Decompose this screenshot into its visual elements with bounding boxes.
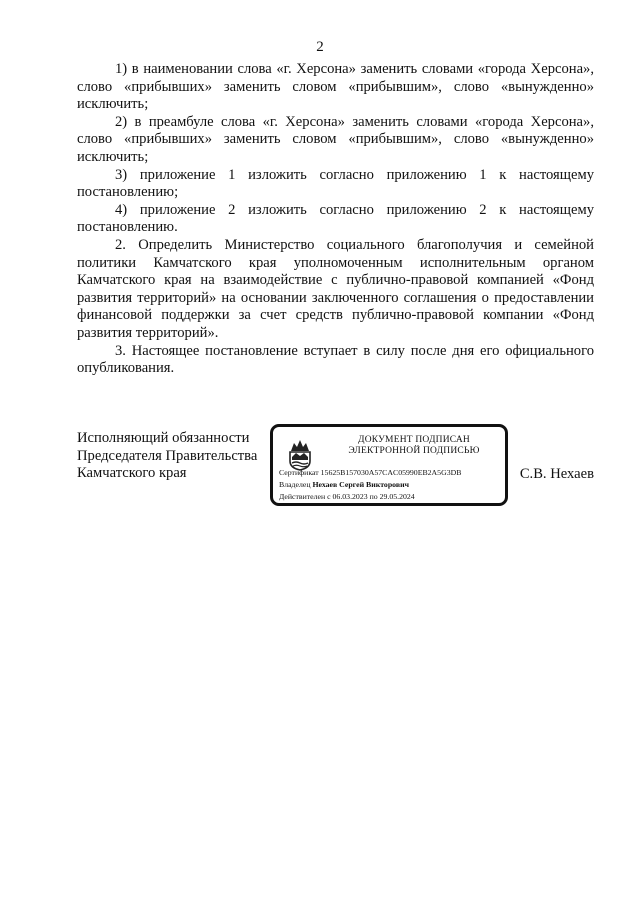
stamp-owner <box>279 480 409 490</box>
validity-label: Действителен <box>279 492 326 501</box>
signatory-position-line: Камчатского края <box>77 465 187 482</box>
owner-label: Владелец <box>279 480 311 489</box>
kamchatka-coat-of-arms-icon <box>287 437 313 471</box>
paragraph-item-3: 3) приложение 1 изложить согласно приложению 1 к настоящему постановлению; <box>77 166 594 201</box>
signatory-position-line: Председателя Правительства <box>77 447 258 464</box>
paragraph-item-1: 1) в наименовании слова «г. Херсона» заменить словами «города Херсона», слово «прибывших» заменить словом «прибывшим», слово «вынужденно» исключить; <box>77 61 594 113</box>
paragraph-item-2: 2) в преамбуле слова «г. Херсона» заменить словами «города Херсона», слово «прибывших» заменить словом «прибывшим», слово «вынужденно» исключить; <box>77 113 594 165</box>
signatory-position-line: Исполняющий обязанности <box>77 430 250 446</box>
signatory-name: С.В. Нехаев <box>519 466 594 482</box>
owner-value: Нехаев Сергей Викторович <box>312 480 409 489</box>
page-number: 2 <box>316 39 324 55</box>
stamp-validity <box>279 492 415 502</box>
stamp-title-line: ДОКУМЕНТ ПОДПИСАН <box>358 435 470 445</box>
document-body <box>77 61 594 378</box>
validity-value: с 06.03.2023 по 29.05.2024 <box>327 492 415 501</box>
electronic-signature-stamp <box>270 424 508 506</box>
paragraph-clause-3: 3. Настоящее постановление вступает в силу после дня его официального опубликования. <box>77 342 594 377</box>
stamp-certificate <box>279 468 461 478</box>
paragraph-clause-2: 2. Определить Министерство социального благополучия и семейной политики Камчатского края уполномоченным исполнительным органом Камчатского края на взаимодействие с публично-правовой компанией «Фонд развития территорий» на основании заключенного соглашения о предоставлении финансовой поддержки за счет средств публично-правовой компании «Фонд развития территорий». <box>77 236 594 341</box>
stamp-title <box>339 435 489 457</box>
stamp-title-line: ЭЛЕКТРОННОЙ ПОДПИСЬЮ <box>348 446 480 456</box>
certificate-label: Сертификат <box>279 468 319 477</box>
certificate-value: 15625B157030A57CAC05990EB2A5G3DB <box>320 468 462 477</box>
signatory-position <box>77 430 267 483</box>
paragraph-item-4: 4) приложение 2 изложить согласно приложению 2 к настоящему постановлению. <box>77 201 594 236</box>
